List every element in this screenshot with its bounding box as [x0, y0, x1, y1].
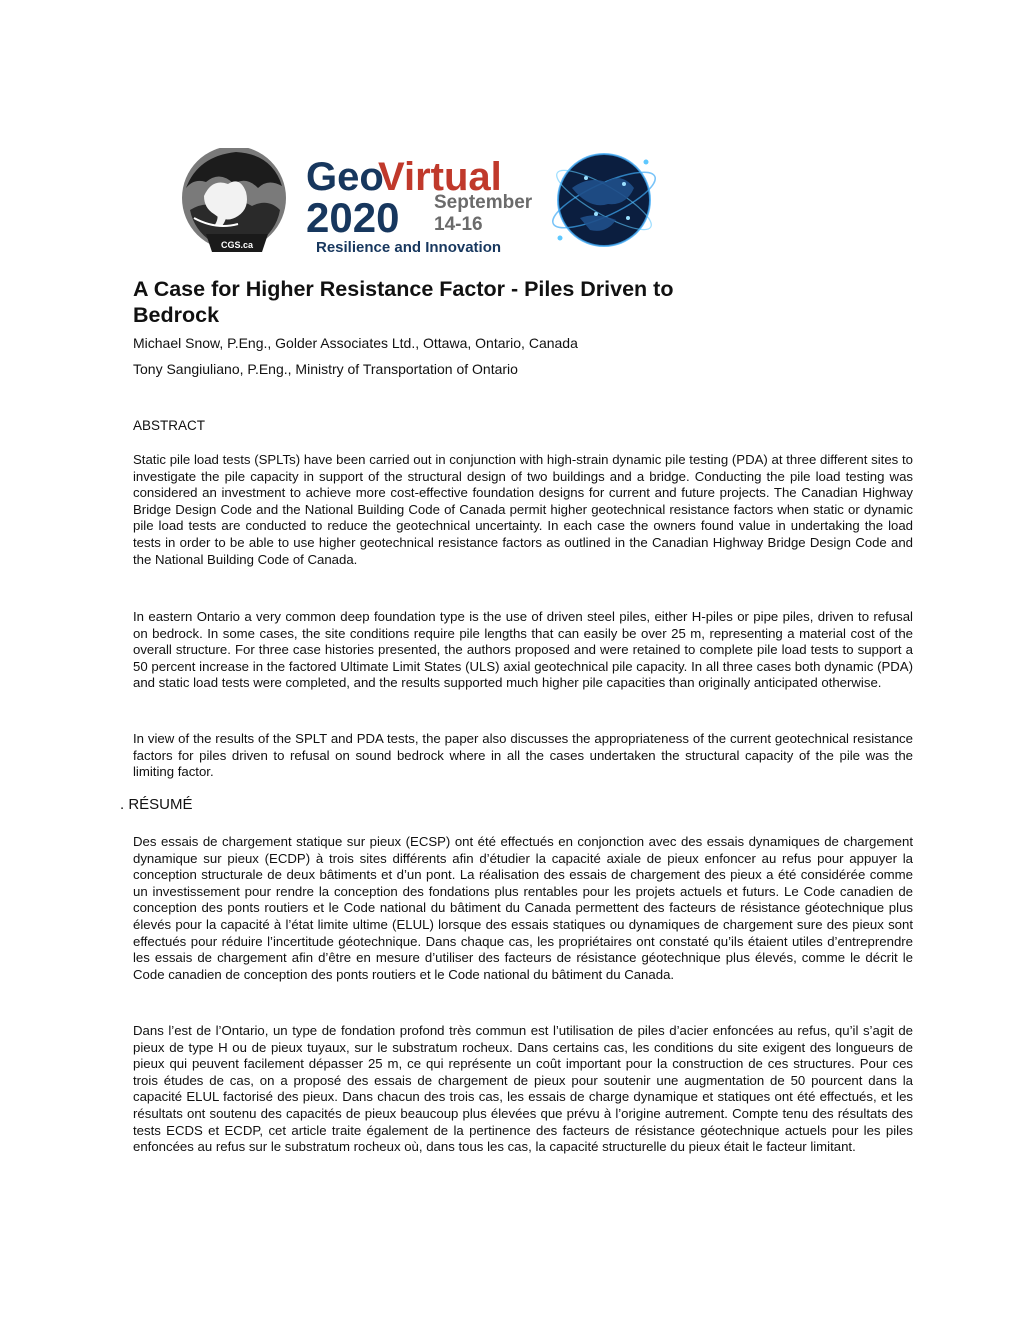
- brand-year: 2020: [306, 194, 400, 241]
- brand-virtual: Virtual: [378, 155, 502, 199]
- abstract-paragraph: In eastern Ontario a very common deep foundation type is the use of driven steel piles, either H-piles or pipe piles, driven to refusal on bedrock. In some cases, the site conditions require pile lengths that can easily be over 25 m, representing a material cost of the overall structure. For three case histories presented, the authors proposed and were retained to complete pile load tests to support a 50 percent increase in the factored Ultimate Limit States (ULS) axial geotechnical pile capacity. In all three cases both dynamic (PDA) and static load tests were completed, and the results supported much higher pile capacities than originally anticipated otherwise.: [133, 609, 913, 691]
- abstract-paragraph: In view of the results of the SPLT and PDA tests, the paper also discusses the appropriateness of the current geotechnical resistance factors for piles driven to refusal on sound bedrock where in all the cases undertaken the structural capacity of the pile was the limiting factor.: [133, 731, 913, 780]
- resume-paragraph: Des essais de chargement statique sur pieux (ECSP) ont été effectués en conjonction avec des essais dynamiques de chargement dynamique sur pieux (ECDP) à trois sites différents afin d’étudier la capacité axiale de pieux enfoncer au refus pour appuyer la conception structurale de deux bâtiments et d’un pont. La réalisation des essais de chargement des pieux a été considérée comme un investissement pour rendre la conception des fondations plus rentables pour les projets actuels et futurs. Le Code canadien de conception des ponts routiers et le Code national du bâtiment du Canada permettent des facteurs de résistance géotechnique plus élevés pour la capacité à l’état limite ultime (ELUL) lorsque des essais statiques ou dynamiques de chargement sure des pieux sont effectués pour réduire l’incertitude géotechnique. Dans chaque cas, les propriétaires ont constaté qu’ils étaient utiles d’entreprendre les essais de chargement afin d’être en mesure d’utiliser des facteurs de résistance géotechnique plus élevés, comme le décrit le Code canadien de conception des ponts routiers et le Code national du bâtiment du Canada.: [133, 834, 913, 982]
- resume-paragraph: Dans l’est de l’Ontario, un type de fondation profond très commun est l’utilisation de piles d’acier enfoncées au refus, qu’il s’agit de pieux de type H ou de pieux tuyaux, sur le substratum rocheux. Dans certains cas, les conditions du site exigent des longueurs de pieux qui peuvent facilement dépasser 25 m, ce qui représente un coût important pour la construction de ces structures. Pour ces trois études de cas, on a proposé des essais de chargement de pieux pour soutenir une augmentation de 50 pourcent dans la capacité ELUL factorisé des pieux. Dans chacun des trois cas, les essais de charge dynamique et statiques ont été effectués, et les résultats ont soutenu des capacités de pieux beaucoup plus élevées que prévu à l’origine autrement. Compte tenu des résultats des tests ECDS et ECDP, cet article traite également de la pertinence des facteurs de résistance géotechnique actuels pour les piles enfoncées au refus sur le substratum rocheux où, dans tous les cas, la capacité structurelle du pieux était le facteur limitant.: [133, 1023, 913, 1155]
- badge-text: CGS.ca: [220, 240, 254, 250]
- event-tagline: Resilience and Innovation: [316, 239, 502, 256]
- resume-heading: . RÉSUMÉ: [120, 796, 193, 813]
- paper-title: A Case for Higher Resistance Factor - Piles Driven to Bedrock: [133, 277, 674, 327]
- network-globe-icon: [546, 154, 661, 246]
- abstract-paragraph: Static pile load tests (SPLTs) have been carried out in conjunction with high-strain dynamic pile testing (PDA) at three different sites to investigate the pile capacity in support of the structural design of two buildings and a bridge. Conducting the pile load testing was considered an investment to achieve more cost-effective foundation designs for current and future projects. The Canadian Highway Bridge Design Code and the National Building Code of Canada permit higher geotechnical resistance factors when static or dynamic pile load tests are conducted to reduce the geotechnical uncertainty. In each case the owners found value in undertaking the load tests in order to be able to use higher geotechnical resistance factors as outlined in the Canadian Highway Bridge Design Code and the National Building Code of Canada.: [133, 452, 913, 567]
- author-line: Michael Snow, P.Eng., Golder Associates Ltd., Ottawa, Ontario, Canada: [133, 335, 578, 351]
- brand-geo: Geo: [306, 155, 384, 199]
- cgs-globe-badge: [182, 148, 286, 252]
- event-month: September: [434, 192, 533, 213]
- geovirtual-2020-logo: [176, 148, 672, 260]
- abstract-heading: ABSTRACT: [133, 418, 206, 433]
- logo-graphic: [176, 148, 672, 260]
- event-days: 14-16: [434, 214, 483, 235]
- author-line: Tony Sangiuliano, P.Eng., Ministry of Transportation of Ontario: [133, 361, 518, 377]
